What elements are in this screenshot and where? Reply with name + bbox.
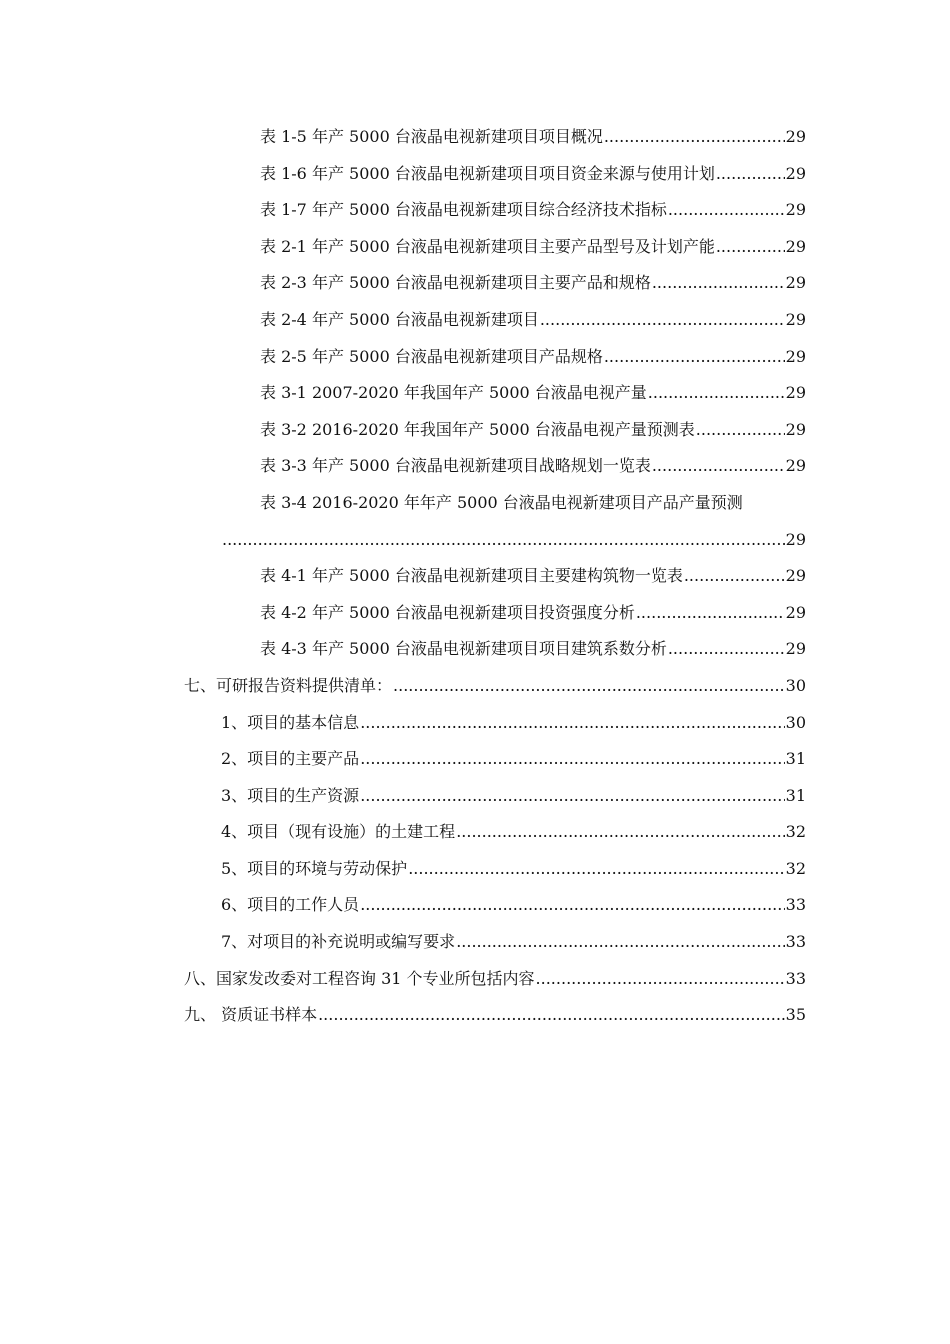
toc-entry-label: 7、对项目的补充说明或编写要求 xyxy=(221,932,456,952)
toc-entry-table-3-3[interactable] xyxy=(0,448,950,485)
toc-entry-label: 表 2-3 年产 5000 台液晶电视新建项目主要产品和规格 xyxy=(260,273,651,293)
toc-entry-table-1-6[interactable] xyxy=(0,156,950,193)
toc-page-number: 29 xyxy=(785,346,806,366)
toc-page-number: 29 xyxy=(785,602,806,622)
toc-entry-table-3-1[interactable] xyxy=(0,375,950,412)
toc-entry-section-7-7[interactable] xyxy=(0,924,950,961)
dot-leader xyxy=(652,265,785,302)
toc-entry-table-2-5[interactable] xyxy=(0,339,950,376)
toc-page-number: 32 xyxy=(785,822,806,842)
toc-page-number: 29 xyxy=(785,236,806,256)
toc-page-number: 32 xyxy=(785,858,806,878)
toc-entry-section-7-5[interactable] xyxy=(0,851,950,888)
dot-leader xyxy=(636,595,785,632)
toc-entry-table-4-1[interactable] xyxy=(0,558,950,595)
dot-leader xyxy=(318,997,785,1034)
toc-entry-label: 表 2-1 年产 5000 台液晶电视新建项目主要产品型号及计划产能 xyxy=(260,236,715,256)
toc-page-number: 33 xyxy=(785,932,806,952)
dot-leader xyxy=(393,668,785,705)
dot-leader xyxy=(536,961,785,998)
toc-page-number: 29 xyxy=(785,456,806,476)
dot-leader xyxy=(456,924,784,961)
dot-leader xyxy=(648,375,785,412)
toc-entry-table-3-2[interactable] xyxy=(0,412,950,449)
toc-entry-label: 九、 资质证书样本 xyxy=(184,1005,318,1025)
dot-leader xyxy=(696,412,785,449)
toc-entry-table-1-7[interactable] xyxy=(0,192,950,229)
toc-entry-section-7-4[interactable] xyxy=(0,814,950,851)
dot-leader xyxy=(668,631,785,668)
toc-page-number: 31 xyxy=(785,749,806,769)
toc-entry-label: 表 3-2 2016-2020 年我国年产 5000 台液晶电视产量预测表 xyxy=(260,419,695,439)
toc-page-number: 29 xyxy=(785,127,806,146)
toc-entry-section-7-6[interactable] xyxy=(0,887,950,924)
toc-page-number: 35 xyxy=(785,1005,806,1025)
toc-page-number: 33 xyxy=(785,895,806,915)
toc-entry-label: 表 3-3 年产 5000 台液晶电视新建项目战略规划一览表 xyxy=(260,456,651,476)
toc-page-number: 29 xyxy=(785,529,806,549)
toc-entry-label: 4、项目（现有设施）的土建工程 xyxy=(221,822,456,842)
dot-leader xyxy=(652,448,785,485)
toc-entry-label: 6、项目的工作人员 xyxy=(221,895,360,915)
dot-leader xyxy=(360,705,784,742)
toc-entry-label: 表 4-1 年产 5000 台液晶电视新建项目主要建构筑物一览表 xyxy=(260,566,683,586)
dot-leader xyxy=(408,851,784,888)
toc-entry-section-7-1[interactable] xyxy=(0,705,950,742)
dot-leader xyxy=(360,778,784,815)
toc-entry-table-3-4[interactable] xyxy=(0,485,950,522)
toc-page-number: 29 xyxy=(785,566,806,586)
toc-entry-table-2-3[interactable] xyxy=(0,265,950,302)
toc-page-number: 29 xyxy=(785,639,806,659)
toc-entry-label: 3、项目的生产资源 xyxy=(221,785,360,805)
toc-entry-section-9[interactable] xyxy=(0,997,950,1034)
toc-page-number: 33 xyxy=(785,968,806,988)
toc-entry-label: 表 1-5 年产 5000 台液晶电视新建项目项目概况 xyxy=(260,127,603,146)
toc-entry-label: 八、国家发改委对工程咨询 31 个专业所包括内容 xyxy=(184,968,535,988)
toc-entry-section-8[interactable] xyxy=(0,961,950,998)
dot-leader xyxy=(668,192,785,229)
toc-entry-label: 表 4-3 年产 5000 台液晶电视新建项目项目建筑系数分析 xyxy=(260,639,667,659)
toc-entry-section-7-3[interactable] xyxy=(0,778,950,815)
toc-entry-table-4-2[interactable] xyxy=(0,595,950,632)
toc-page-number: 29 xyxy=(785,200,806,220)
dot-leader xyxy=(540,302,785,339)
toc-page-number: 30 xyxy=(785,712,806,732)
toc-entry-label: 表 1-6 年产 5000 台液晶电视新建项目项目资金来源与使用计划 xyxy=(260,163,715,183)
toc-entry-label: 表 3-1 2007-2020 年我国年产 5000 台液晶电视产量 xyxy=(260,383,647,403)
toc-entry-table-3-4-continuation[interactable] xyxy=(0,522,950,559)
toc-entry-table-2-1[interactable] xyxy=(0,229,950,266)
toc-entry-section-7-2[interactable] xyxy=(0,741,950,778)
toc-entry-label: 表 1-7 年产 5000 台液晶电视新建项目综合经济技术指标 xyxy=(260,200,667,220)
dot-leader xyxy=(360,741,784,778)
toc-entry-table-4-3[interactable] xyxy=(0,631,950,668)
toc-entry-label: 1、项目的基本信息 xyxy=(221,712,360,732)
toc-page-number: 30 xyxy=(785,675,806,695)
toc-page-number: 29 xyxy=(785,383,806,403)
dot-leader xyxy=(222,522,785,559)
dot-leader xyxy=(716,229,785,266)
table-of-contents xyxy=(0,119,950,1034)
toc-entry-label: 5、项目的环境与劳动保护 xyxy=(221,858,408,878)
toc-page-number: 29 xyxy=(785,309,806,329)
toc-entry-section-7[interactable] xyxy=(0,668,950,705)
toc-entry-table-1-5[interactable] xyxy=(0,119,950,156)
toc-entry-label: 表 2-5 年产 5000 台液晶电视新建项目产品规格 xyxy=(260,346,603,366)
toc-entry-label: 表 4-2 年产 5000 台液晶电视新建项目投资强度分析 xyxy=(260,602,635,622)
dot-leader xyxy=(604,119,785,156)
toc-entry-label: 表 2-4 年产 5000 台液晶电视新建项目 xyxy=(260,309,539,329)
dot-leader xyxy=(604,339,785,376)
toc-page-number: 29 xyxy=(785,273,806,293)
toc-entry-table-2-4[interactable] xyxy=(0,302,950,339)
toc-entry-label: 表 3-4 2016-2020 年年产 5000 台液晶电视新建项目产品产量预测 xyxy=(260,492,743,512)
toc-page-number: 29 xyxy=(785,419,806,439)
toc-page-number: 29 xyxy=(785,163,806,183)
dot-leader xyxy=(716,156,785,193)
toc-entry-label: 七、可研报告资料提供清单： xyxy=(184,675,393,695)
toc-entry-label: 2、项目的主要产品 xyxy=(221,749,360,769)
toc-page-number: 31 xyxy=(785,785,806,805)
dot-leader xyxy=(684,558,785,595)
dot-leader xyxy=(360,887,784,924)
dot-leader xyxy=(456,814,784,851)
